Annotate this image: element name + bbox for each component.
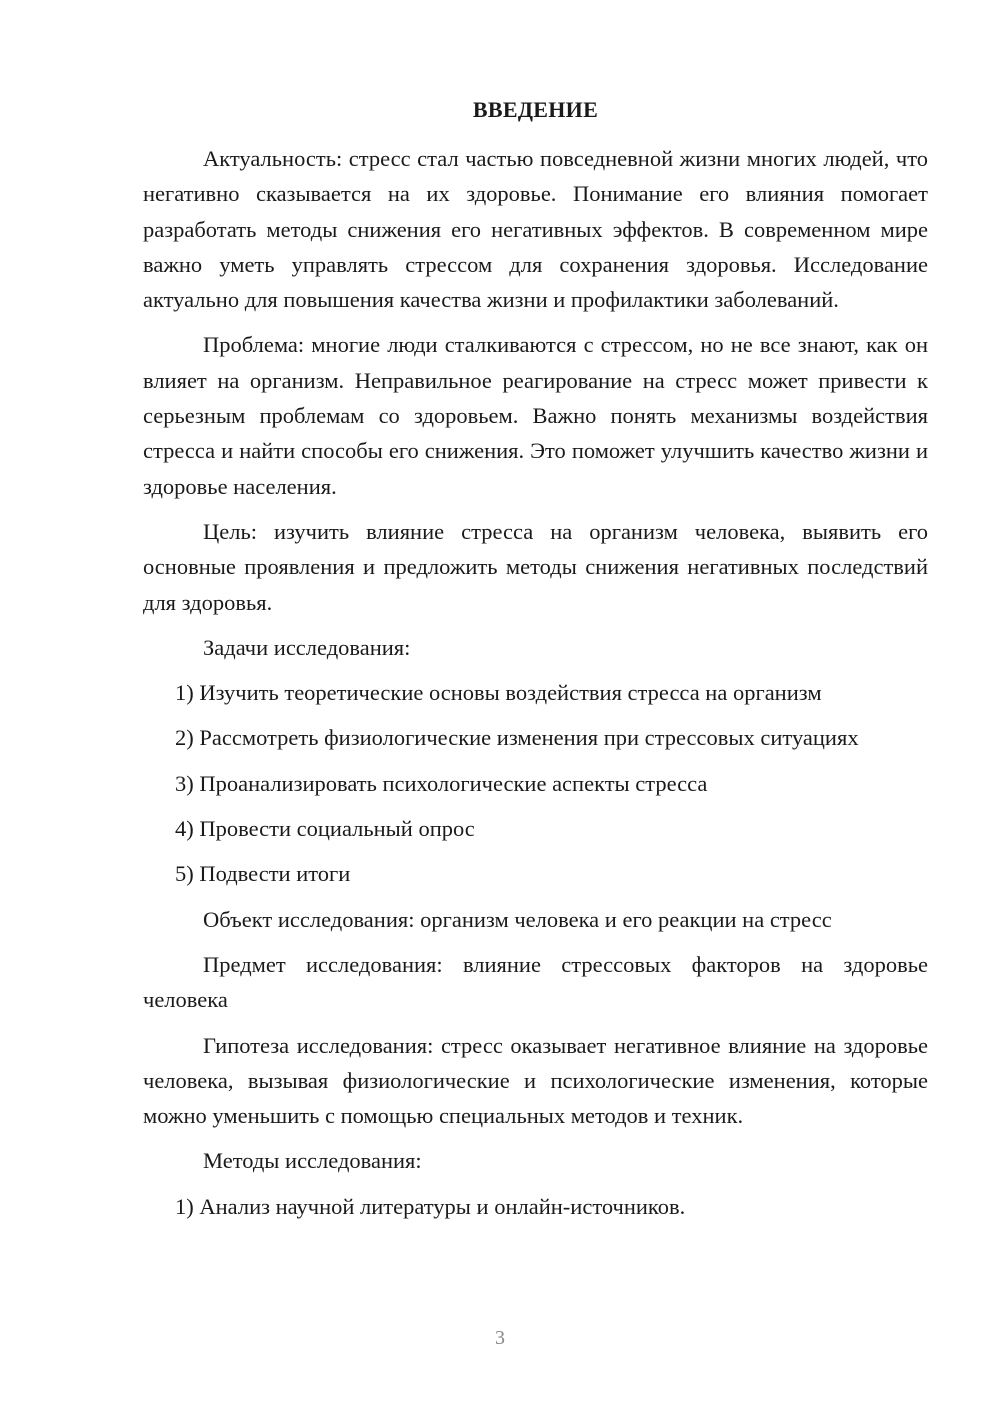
methods-title: Методы исследования: xyxy=(203,1148,422,1174)
section-heading: ВВЕДЕНИЕ xyxy=(472,97,599,122)
list-item-task-3: 3) Проанализировать психологические аспекты стресса xyxy=(175,770,708,796)
subject-paragraph: Предмет исследования: влияние стрессовых факторов на здоровье человека xyxy=(143,951,928,1013)
problem-paragraph: Проблема: многие люди сталкиваются с стрессом, но не все знают, как он влияет на организм. Неправильное реагирование на стресс может привести к серьезным проблемам со здоровьем. Важно понять механизмы воздействия стресса и найти способы его снижения. Это поможет улучшить качество жизни и здоровье населения. xyxy=(143,332,928,499)
page-number: 3 xyxy=(495,1327,505,1349)
list-item-method-1: 1) Анализ научной литературы и онлайн-источников. xyxy=(175,1193,686,1219)
list-item-task-4: 4) Провести социальный опрос xyxy=(175,816,475,842)
relevance-paragraph: Актуальность: стресс стал частью повседневной жизни многих людей, что негативно сказывается на их здоровье. Понимание его влияния помогает разработать методы снижения его негативных эффектов. В современном мире важно уметь управлять стрессом для сохранения здоровья. Исследование актуально для повышения качества жизни и профилактики заболеваний. xyxy=(143,146,928,313)
object-paragraph: Объект исследования: организм человека и его реакции на стресс xyxy=(203,906,832,932)
tasks-title: Задачи исследования: xyxy=(203,634,411,660)
list-item-task-5: 5) Подвести итоги xyxy=(175,861,351,887)
list-item-task-1: 1) Изучить теоретические основы воздействия стресса на организм xyxy=(175,680,822,706)
hypothesis-paragraph: Гипотеза исследования: стресс оказывает негативное влияние на здоровье человека, вызывая физиологические и психологические изменения, которые можно уменьшить с помощью специальных методов и техник. xyxy=(143,1032,928,1129)
goal-paragraph: Цель: изучить влияние стресса на организм человека, выявить его основные проявления и предложить методы снижения негативных последствий для здоровья. xyxy=(143,518,928,615)
list-item-task-2: 2) Рассмотреть физиологические изменения при стрессовых ситуациях xyxy=(175,725,859,751)
document-page xyxy=(143,95,928,1234)
